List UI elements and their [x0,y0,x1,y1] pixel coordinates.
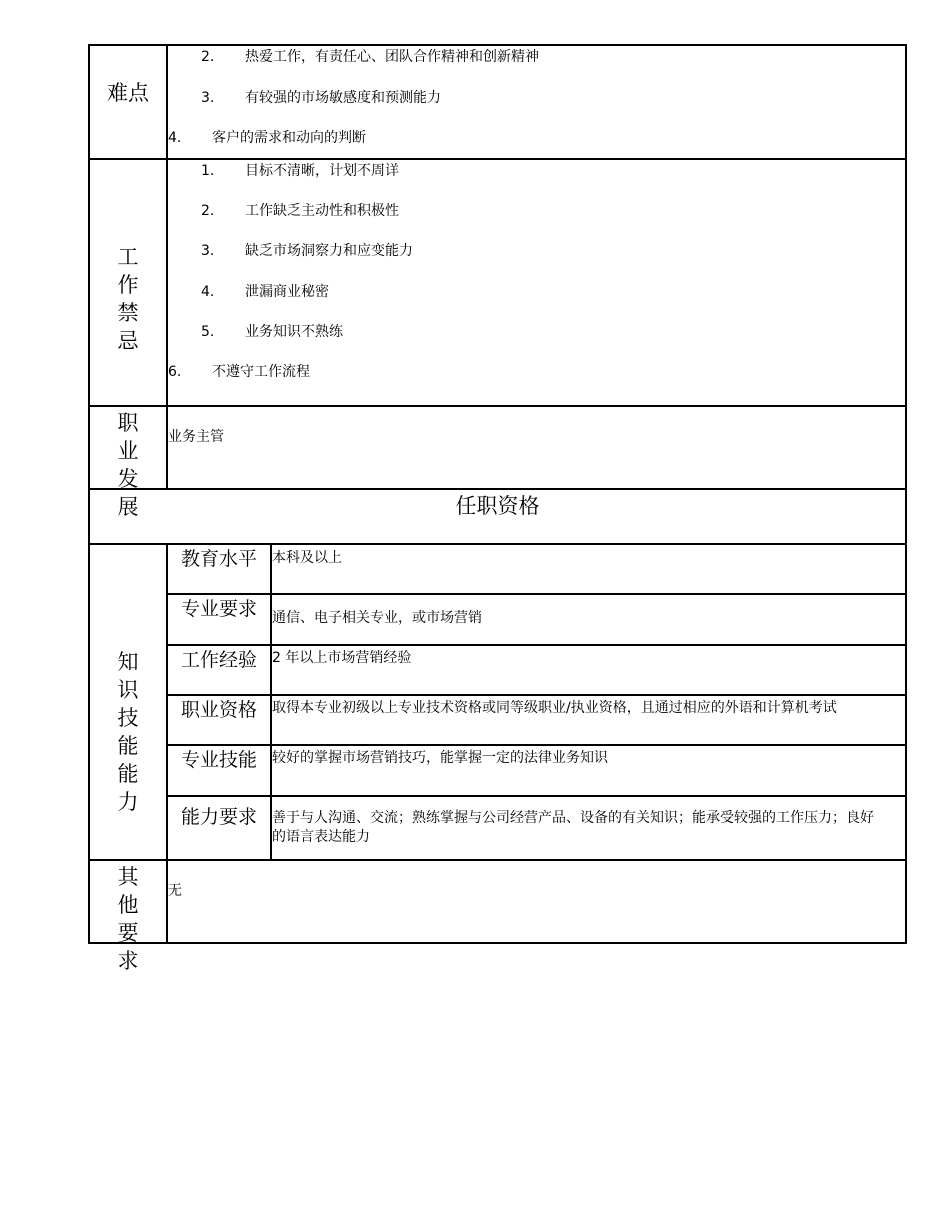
taboo-row [88,160,907,407]
career-content [168,407,905,488]
skills-table [168,545,905,859]
section-title: 任职资格 [455,494,540,518]
difficulty-label: 难点 [90,46,168,158]
skill-row-major [168,595,905,646]
skill-value: 本科及以上 [272,550,342,566]
job-description-table [88,44,907,973]
skill-row-certification [168,696,905,746]
difficulty-row [88,44,907,160]
difficulty-content: 2. 热爱工作，有责任心、团队合作精神和创新精神 3. 有较强的市场敏感度和预测能力 4. 客户的需求和动向的判断 [168,49,539,146]
other-value: 无 [168,883,182,899]
skill-key: 工作经验 [168,646,272,694]
other-label: 其他要求 [90,861,168,942]
qualification-header-row [88,490,907,545]
skill-row-experience [168,646,905,696]
other-content [168,861,905,942]
skill-value: 善于与人沟通、交流；熟练掌握与公司经营产品、设备的有关知识；能承受较强的工作压力；良好的语言表达能力 [272,810,874,845]
skill-row-ability [168,797,905,859]
taboo-label: 工作禁忌 [90,160,168,405]
skill-value: 较好的掌握市场营销技巧，能掌握一定的法律业务知识 [272,750,608,766]
skill-row-education [168,545,905,595]
other-row [88,861,907,973]
skill-key: 专业要求 [168,595,272,644]
skill-key: 职业资格 [168,696,272,744]
skill-value: 取得本专业初级以上专业技术资格或同等级职业/执业资格，且通过相应的外语和计算机考试 [272,700,837,716]
skill-key: 能力要求 [168,797,272,859]
skills-row [88,545,907,861]
skill-value: 通信、电子相关专业，或市场营销 [272,610,482,626]
taboo-content: 1. 目标不清晰，计划不周详 2. 工作缺乏主动性和积极性 3. 缺乏市场洞察力和应变能力 4. 泄漏商业秘密 5. 业务知识不熟练 6. 不遵守工作流程 [168,163,413,380]
skill-key: 专业技能 [168,746,272,795]
career-value: 业务主管 [168,429,224,445]
skills-label: 知识技能能力 [90,545,168,859]
skill-value: 2 年以上市场营销经验 [272,650,412,666]
career-label: 职业发展 [90,407,168,488]
skill-key: 教育水平 [168,545,272,593]
skill-row-professional [168,746,905,797]
